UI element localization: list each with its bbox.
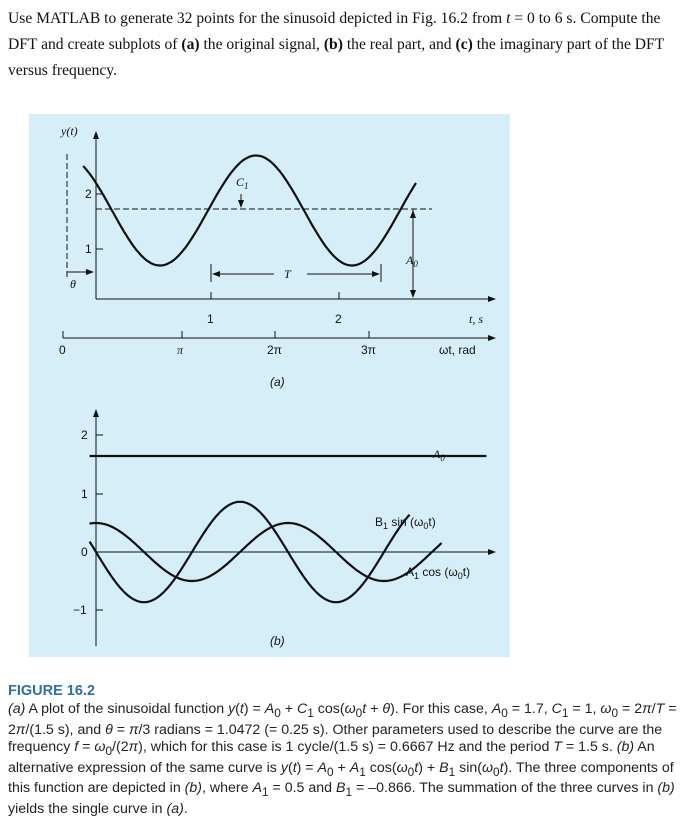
panel-a-ttick-1-label: 1 — [207, 312, 214, 326]
panel-a-t-axis-label: t, s — [469, 312, 484, 326]
problem-text-3: the original signal, — [199, 36, 324, 53]
panel-a-period-label: T — [284, 267, 291, 281]
panel-b-sublabel: (b) — [270, 634, 285, 648]
panel-a-wtick-2-label: 2π — [267, 343, 282, 357]
figure-svg — [29, 114, 510, 657]
panel-a-ylabel: y(t) — [61, 124, 78, 138]
panel-a-sublabel: (a) — [270, 375, 285, 389]
problem-part-c: (c) — [455, 36, 473, 53]
panel-a-c1-label: $C_1$ — [236, 175, 249, 191]
panel-a-wt-axis-label: ωt, rad — [439, 343, 476, 357]
panel-b-a1-label: $A_1$ $\cos (\omega_0t)$ — [406, 565, 471, 581]
problem-text-5: the imaginary part of the DFT versus frequency. — [8, 36, 664, 79]
panel-a-wtick-1-label: π — [177, 343, 184, 357]
panel-b-ytick-m1-label: −1 — [73, 603, 87, 617]
caption-title: FIGURE 16.2 — [8, 683, 96, 699]
problem-part-a: (a) — [181, 36, 200, 53]
problem-text-2: = 0 to 6 s. Compute the DFT and create subplots of — [8, 10, 661, 53]
panel-a-ttick-2-label: 2 — [335, 312, 342, 326]
panel-a-a0-label: $A_0$ — [406, 253, 418, 269]
panel-a-ytick-1-label: 1 — [85, 242, 92, 256]
panel-b-a0-label: $A_0$ — [433, 447, 445, 463]
panel-b-ytick-1-label: 1 — [81, 487, 88, 501]
panel-a-theta-label: θ — [70, 277, 76, 291]
panel-b-b1-label: $B_1$ $\sin (\omega_0t)$ — [375, 515, 436, 531]
problem-statement — [8, 6, 676, 84]
panel-a-wtick-3-label: 3π — [361, 343, 376, 357]
figure-caption — [8, 683, 680, 818]
problem-var-t: t — [506, 10, 511, 27]
panel-b-ytick-0-label: 0 — [81, 545, 88, 559]
caption-text: (a) A plot of the sinusoidal function $y(t) = A_0 + C_1$ $\cos(\omega_0t + \theta)$. For this case, $A_0 = 1.7$, $C_1 = 1$, $\omega_0 = 2\pi/T = 2\pi/(1.5$ s), and θ = π/3 radians = 1.0472 (= 0.25 s). Other parameters used to describe the curve are the frequency $f = \omega_0/(2\pi)$, which for this case is 1 cycle/(1.5 s) = 0.6667 Hz and the period T = 1.5 s. (b) An alternative expression of the same curve is $y(t) = A_0 + A_1$ $\cos(\omega_0t) + B_1$ $\sin(\omega_0t)$. The three components of this function are depicted in (b), where $A_1 = 0.5$ and $B_1 = -0.866$. The summation of the three curves in (b) yields the single curve in (a). — [8, 701, 677, 818]
problem-part-b: (b) — [323, 36, 343, 53]
panel-a-ytick-2-label: 2 — [85, 187, 92, 201]
problem-text-4: the real part, and — [342, 36, 456, 53]
panel-a-wtick-0-label: 0 — [59, 343, 66, 357]
panel-a-signal-curve — [83, 156, 416, 266]
panel-b-ytick-2-label: 2 — [81, 428, 88, 442]
figure-panel — [29, 114, 510, 657]
problem-text-1: Use MATLAB to generate 32 points for the sinusoid depicted in Fig. 16.2 from — [8, 10, 507, 27]
